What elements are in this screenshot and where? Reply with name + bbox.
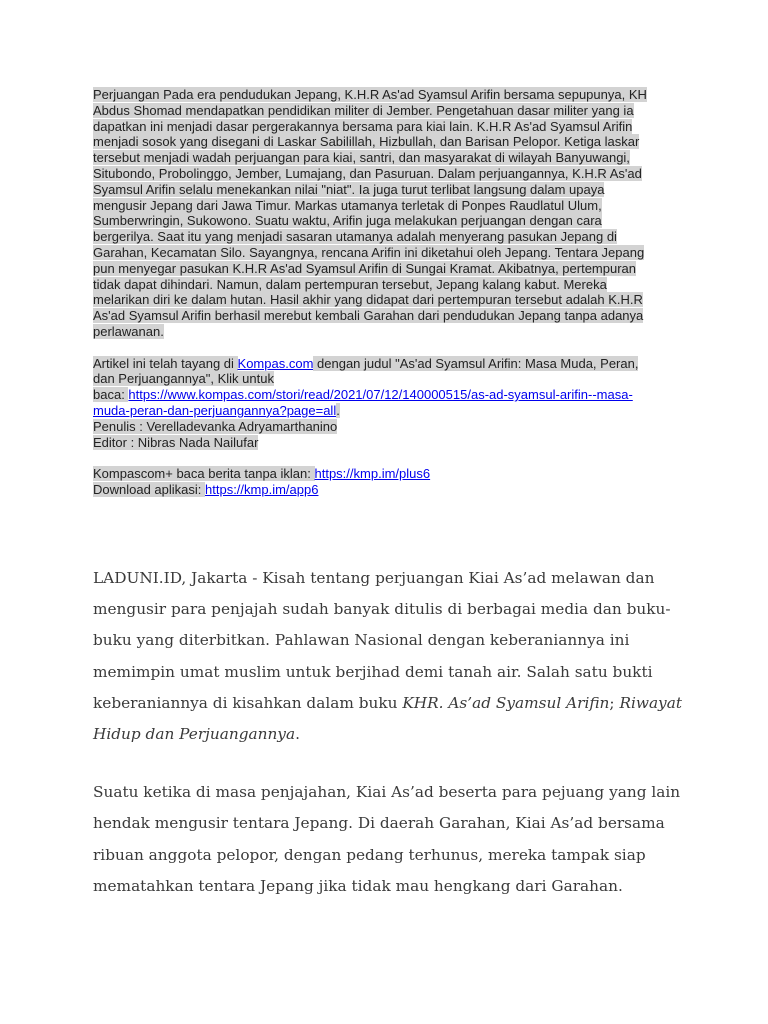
editor-credit: Editor : Nibras Nada Nailufar bbox=[93, 434, 259, 450]
promo-line: Download aplikasi: https://kmp.im/app6 bbox=[93, 481, 319, 497]
kompas-plus-link[interactable]: https://kmp.im/plus6 bbox=[314, 466, 431, 482]
author-credit: Penulis : Verelladevanka Adryamarthanino bbox=[93, 418, 338, 434]
source-line: dan Perjuangannya", Klik untuk bbox=[93, 371, 274, 387]
article-line: memimpin umat muslim untuk berjihad demi tanah air. Salah satu bukti bbox=[93, 662, 653, 681]
excerpt-line: As'ad Syamsul Arifin berhasil merebut kembali Garahan dari pendudukan Jepang tanpa adanya bbox=[93, 308, 644, 324]
article-paragraph bbox=[93, 563, 682, 750]
excerpt-line: Situbondo, Probolinggo, Jember, Lumajang, dan Pasuruan. Dalam perjuangannya, K.H.R As'ad bbox=[93, 165, 642, 181]
laduni-article bbox=[93, 563, 682, 902]
excerpt-line: Abdus Shomad mendapatkan pendidikan militer di Jember. Pengetahuan dasar militer yang ia bbox=[93, 102, 634, 118]
article-line: LADUNI.ID, Jakarta - Kisah tentang perjuangan Kiai As’ad melawan dan bbox=[93, 569, 655, 587]
article-line: hendak mengusir tentara Jepang. Di daerah Garahan, Kiai As’ad bersama bbox=[93, 814, 665, 833]
excerpt-line: pun menyegar pasukan K.H.R As'ad Syamsul Arifin di Sungai Kramat. Akibatnya, pertempuran bbox=[93, 260, 636, 276]
excerpt-line: Syamsul Arifin selalu menekankan nilai "niat". Ia juga turut terlibat langsung dalam upaya bbox=[93, 181, 605, 197]
article-line: Hidup dan Perjuangannya. bbox=[93, 725, 300, 744]
book-subtitle: Riwayat bbox=[619, 693, 682, 712]
promo-line: Kompascom+ baca berita tanpa iklan: https://kmp.im/plus6 bbox=[93, 466, 431, 482]
paragraph-gap bbox=[93, 340, 673, 356]
book-title: KHR. As’ad Syamsul Arifin bbox=[402, 693, 610, 712]
article-url-link[interactable]: https://www.kompas.com/stori/read/2021/07/12/140000515/as-ad-syamsul-arifin--masa- bbox=[128, 387, 633, 403]
excerpt-line: perlawanan. bbox=[93, 323, 164, 339]
article-line: buku yang diterbitkan. Pahlawan Nasional dengan keberaniannya ini bbox=[93, 631, 630, 650]
excerpt-line: Perjuangan Pada era pendudukan Jepang, K.H.R As'ad Syamsul Arifin bersama sepupunya, KH bbox=[93, 87, 647, 102]
article-line: mengusir para penjajah sudah banyak ditulis di berbagai media dan buku- bbox=[93, 600, 671, 619]
excerpt-line: bergerilya. Saat itu yang menjadi sasaran utamanya adalah menyerang pasukan Jepang di bbox=[93, 229, 617, 245]
excerpt-line: Garahan, Kecamatan Silo. Sayangnya, rencana Arifin ini diketahui oleh Jepang. Tentara Jepang bbox=[93, 244, 645, 260]
article-line: keberaniannya di kisahkan dalam buku KHR. As’ad Syamsul Arifin; Riwayat bbox=[93, 693, 682, 712]
kompas-promo bbox=[93, 466, 673, 498]
article-line: ribuan anggota pelopor, dengan pedang terhunus, mereka tampak siap bbox=[93, 845, 646, 864]
excerpt-line: Sumberwringin, Sukowono. Suatu waktu, Arifin juga melakukan perjuangan dengan cara bbox=[93, 213, 602, 229]
paragraph-gap bbox=[93, 450, 673, 466]
excerpt-line: tersebut menjadi wadah perjuangan para kiai, santri, dan masyarakat di wilayah Banyuwangi, bbox=[93, 150, 630, 166]
excerpt-line: tidak dapat dihindari. Namun, dalam pertempuran tersebut, Jepang kalang kabut. Mereka bbox=[93, 276, 607, 292]
excerpt-line: mengusir Jepang dari Jawa Timur. Markas utamanya terletak di Ponpes Raudlatul Ulum, bbox=[93, 197, 602, 213]
excerpt-line: melarikan diri ke dalam hutan. Hasil akhir yang didapat dari pertempuran tersebut adalah K.H.R bbox=[93, 292, 643, 308]
book-subtitle-continued: Hidup dan Perjuangannya bbox=[93, 725, 296, 744]
article-line: Suatu ketika di masa penjajahan, Kiai As’ad beserta para pejuang yang lain bbox=[93, 783, 681, 802]
source-line: baca: https://www.kompas.com/stori/read/2021/07/12/140000515/as-ad-syamsul-arifin--masa- bbox=[93, 387, 633, 403]
source-line: Artikel ini telah tayang di Kompas.com dengan judul "As'ad Syamsul Arifin: Masa Muda, Peran, bbox=[93, 355, 639, 371]
excerpt-line: menjadi sosok yang disegani di Laskar Sabilillah, Hizbullah, dan Barisan Pelopor. Ketiga laskar bbox=[93, 134, 640, 150]
download-app-link[interactable]: https://kmp.im/app6 bbox=[205, 481, 319, 497]
source-line: muda-peran-dan-perjuangannya?page=all. bbox=[93, 402, 340, 418]
kompas-site-link[interactable]: Kompas.com bbox=[237, 355, 314, 371]
kompas-excerpt bbox=[93, 87, 673, 498]
article-line: mematahkan tentara Jepang jika tidak mau hengkang dari Garahan. bbox=[93, 876, 623, 895]
article-paragraph bbox=[93, 777, 681, 902]
article-url-link-continued[interactable]: muda-peran-dan-perjuangannya?page=all bbox=[93, 402, 337, 418]
source-attribution bbox=[93, 356, 673, 451]
excerpt-line: dapatkan ini menjadi dasar pergerakannya bersama para kiai lain. K.H.R As'ad Syamsul Arifin bbox=[93, 118, 633, 134]
excerpt-body bbox=[93, 87, 673, 340]
